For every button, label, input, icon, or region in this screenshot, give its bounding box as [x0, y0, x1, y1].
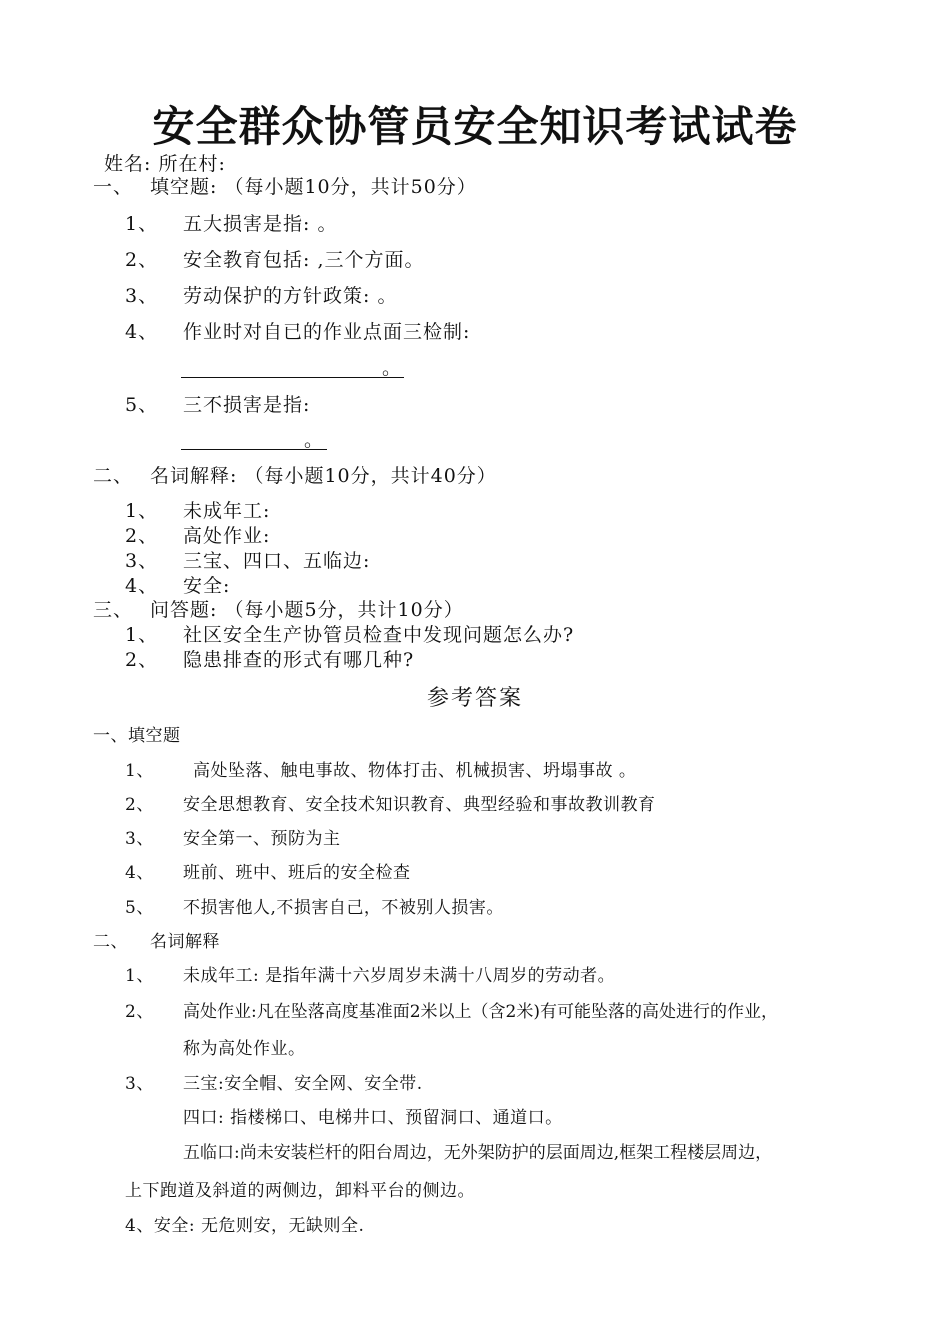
q2-3-number: 3、: [125, 550, 159, 572]
section-2-heading: 名词解释: （每小题10分，共计40分）: [150, 465, 497, 487]
answers-fill-heading: 一、填空题: [93, 726, 181, 746]
q1-5-number: 5、: [125, 394, 159, 416]
answer-2-2-line1: 高处作业:凡在坠落高度基准面2米以上（含2米)有可能坠落的高处进行的作业，: [183, 1002, 778, 1022]
exam-title: 安全群众协管员安全知识考试试卷: [152, 102, 798, 151]
answer-2-2-number: 2、: [125, 1002, 154, 1022]
answer-1-5-text: 不损害他人,不损害自己，不被别人损害。: [183, 898, 504, 918]
section-1-number: 一、: [93, 176, 134, 198]
q1-4-answer-blank[interactable]: [181, 377, 404, 378]
q2-4-text: 安全:: [183, 575, 231, 597]
answers-terms-heading: 名词解释: [150, 932, 220, 952]
q1-4-number: 4、: [125, 321, 159, 343]
answer-2-3-line3: 五临口:尚未安装栏杆的阳台周边，无外架防护的层面周边,框架工程楼层周边，: [183, 1143, 773, 1163]
section-3-heading: 问答题: （每小题5分，共计10分）: [150, 599, 464, 621]
answer-1-4-number: 4、: [125, 863, 154, 883]
q2-1-text: 未成年工:: [183, 500, 271, 522]
q3-1-text: 社区安全生产协管员检查中发现问题怎么办?: [183, 624, 575, 646]
answers-title: 参考答案: [426, 686, 523, 711]
answer-1-3-number: 3、: [125, 829, 154, 849]
q3-1-number: 1、: [125, 624, 159, 646]
answer-1-3-text: 安全第一、预防为主: [183, 829, 341, 849]
q2-3-text: 三宝、四口、五临边:: [183, 550, 371, 572]
q1-2-number: 2、: [125, 249, 159, 271]
answer-1-2-text: 安全思想教育、安全技术知识教育、典型经验和事故教训教育: [183, 795, 656, 815]
q1-3-number: 3、: [125, 285, 159, 307]
answer-1-5-number: 5、: [125, 898, 154, 918]
q3-2-text: 隐患排查的形式有哪几种?: [183, 649, 415, 671]
q1-3-text: 劳动保护的方针政策: 。: [183, 285, 398, 307]
q1-1-number: 1、: [125, 213, 159, 235]
answer-2-3-line2: 四口: 指楼梯口、电梯井口、预留洞口、通道口。: [183, 1108, 563, 1128]
q1-1-text: 五大损害是指: 。: [183, 213, 338, 235]
q1-4-blank-period: 。: [382, 357, 402, 379]
name-village-line: 姓名: 所在村:: [104, 153, 226, 175]
answer-1-2-number: 2、: [125, 795, 154, 815]
section-3-number: 三、: [93, 599, 134, 621]
section-1-heading: 填空题: （每小题10分，共计50分）: [150, 176, 477, 198]
answer-2-1-text: 未成年工: 是指年满十六岁周岁未满十八周岁的劳动者。: [183, 966, 616, 986]
answer-2-1-number: 1、: [125, 966, 154, 986]
answer-1-4-text: 班前、班中、班后的安全检查: [183, 863, 411, 883]
answers-terms-number: 二、: [93, 932, 128, 952]
q1-5-blank-period: 。: [304, 429, 324, 451]
q2-4-number: 4、: [125, 575, 159, 597]
q2-2-number: 2、: [125, 525, 159, 547]
q2-2-text: 高处作业:: [183, 525, 271, 547]
answer-2-3-line1: 三宝:安全帽、安全网、安全带.: [183, 1074, 423, 1094]
answer-1-1-text: 高处坠落、触电事故、物体打击、机械损害、坍塌事故 。: [193, 761, 637, 781]
answer-1-1-number: 1、: [125, 761, 154, 781]
answer-2-3-line4: 上下跑道及斜道的两侧边，卸料平台的侧边。: [125, 1181, 475, 1201]
answer-2-4-text: 4、安全: 无危则安，无缺则全.: [125, 1216, 365, 1236]
answer-2-2-line2: 称为高处作业。: [183, 1039, 306, 1059]
q2-1-number: 1、: [125, 500, 159, 522]
answer-2-3-number: 3、: [125, 1074, 154, 1094]
q1-4-text: 作业时对自已的作业点面三检制:: [183, 321, 471, 343]
q1-2-text: 安全教育包括: ,三个方面。: [183, 249, 425, 271]
q3-2-number: 2、: [125, 649, 159, 671]
q1-5-text: 三不损害是指:: [183, 394, 311, 416]
section-2-number: 二、: [93, 465, 134, 487]
